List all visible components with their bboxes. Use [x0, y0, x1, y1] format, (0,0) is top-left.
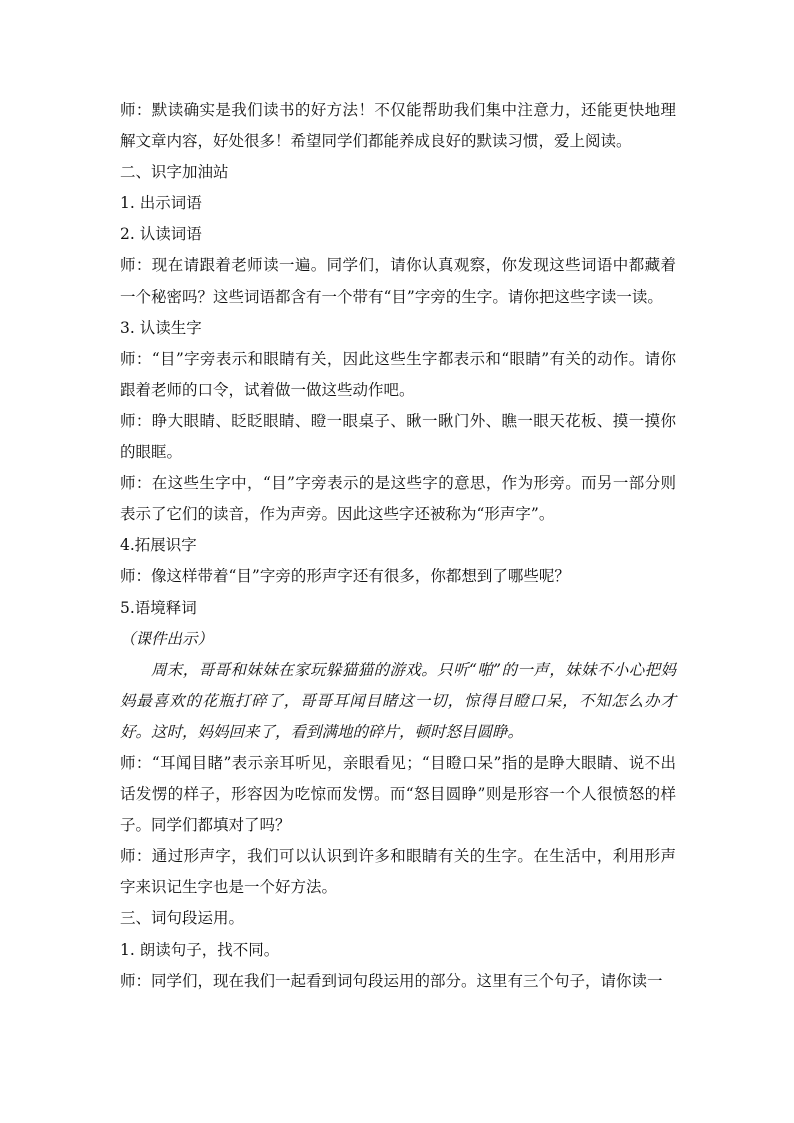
story-passage: 周末，哥哥和妹妹在家玩躲猫猫的游戏。只听“啪”的一声，妹妹不小心把妈妈最喜欢的花瓶打碎了，哥哥耳闻目睹这一切，惊得目瞪口呆，不知怎么办才好。这时，妈妈回来了，看到满地的碎片，顿时怒目圆睁。: [120, 660, 676, 741]
paragraph-idiom-explanation: 师：“耳闻目睹”表示亲耳听见，亲眼看见；“目瞪口呆”指的是睁大眼睛、说不出话发愣的样子，形容因为吃惊而发愣。而“怒目圆睁”则是形容一个人很愤怒的样子。同学们都填对了吗？: [120, 753, 676, 835]
paragraph-silent-reading-conclusion: 师：默读确实是我们读书的好方法！不仅能帮助我们集中注意力，还能更快地理解文章内容，好处很多！希望同学们都能养成良好的默读习惯，爱上阅读。: [120, 101, 676, 151]
step-show-words: 1. 出示词语: [120, 194, 202, 213]
paragraph-more-characters: 师：像这样带着“目”字旁的形声字还有很多，你都想到了哪些呢？: [120, 567, 570, 586]
paragraph-eye-actions: 师：睁大眼睛、眨眨眼睛、瞪一眼桌子、瞅一瞅门外、瞧一眼天花板、摸一摸你的眼眶。: [120, 411, 676, 462]
courseware-note: （课件出示）: [120, 629, 214, 648]
document-body: [120, 95, 676, 997]
step-read-words: 2. 认读词语: [120, 225, 202, 244]
step-read-characters: 3. 认读生字: [120, 318, 202, 337]
paragraph-read-after-teacher: 师：现在请跟着老师读一遍。同学们，请你认真观察，你发现这些词语中都藏着一个秘密吗？这些词语都含有一个带有“目”字旁的生字。请你把这些字读一读。: [120, 256, 676, 306]
section-heading-literacy-station: 二、识字加油站: [120, 163, 229, 182]
paragraph-method-summary: 师：通过形声字，我们可以认识到许多和眼睛有关的生字。在生活中，利用形声字来识记生字也是一个好方法。: [120, 847, 676, 897]
step-context-explanation: 5.语境释词: [120, 598, 197, 617]
paragraph-phono-semantic: 师：在这些生字中，“目”字旁表示的是这些字的意思，作为形旁。而另一部分则表示了它们的读音，作为声旁。因此这些字还被称为“形声字”。: [120, 474, 676, 524]
section-heading-sentence-use: 三、词句段运用。: [120, 909, 245, 928]
paragraph-sentence-intro: 师：同学们，现在我们一起看到词句段运用的部分。这里有三个句子，请你读一: [120, 971, 663, 990]
step-extend-literacy: 4.拓展识字: [120, 536, 197, 555]
paragraph-eye-radical-meaning: 师：“目”字旁表示和眼睛有关，因此这些生字都表示和“眼睛”有关的动作。请你跟着老师的口令，试着做一做这些动作吧。: [120, 349, 676, 399]
step-read-sentences: 1. 朗读句子，找不同。: [120, 940, 280, 959]
